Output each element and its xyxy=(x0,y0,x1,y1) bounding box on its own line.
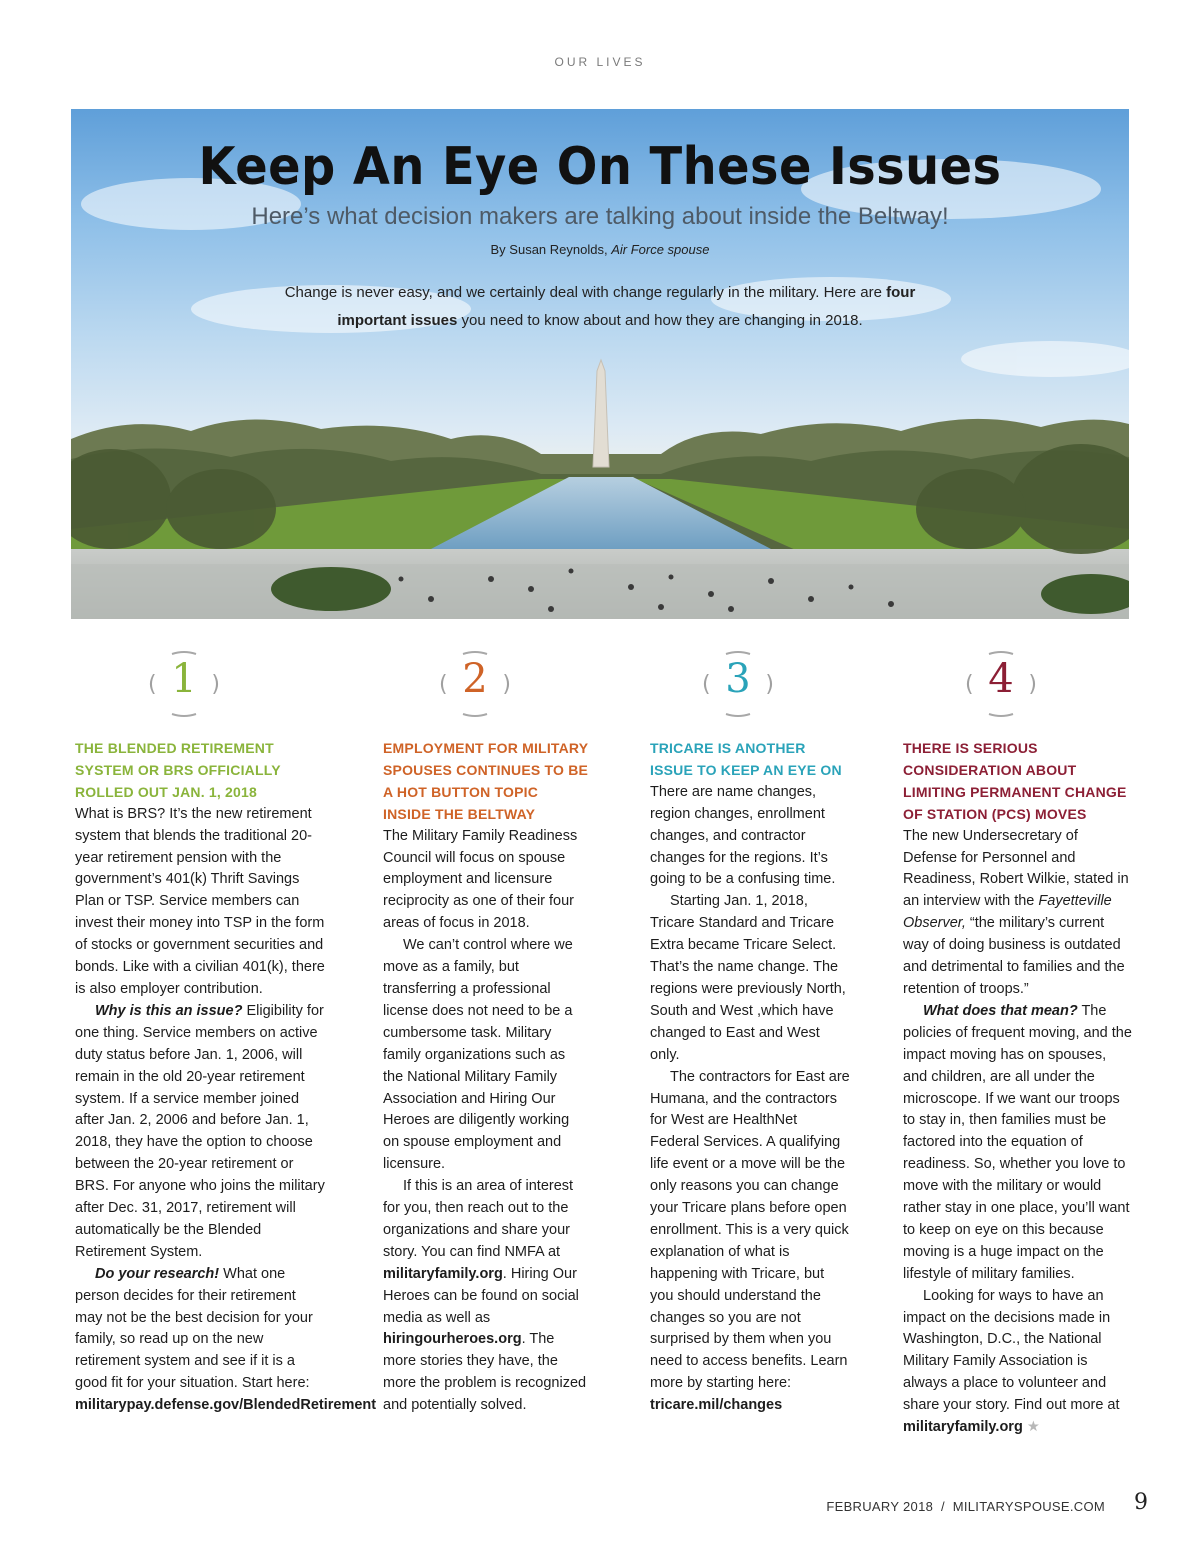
paren-left-icon: ( xyxy=(702,672,711,697)
issue-number-3 xyxy=(698,650,778,720)
link-militarypay[interactable]: militarypay.defense.gov/BlendedRetirement xyxy=(75,1397,377,1414)
paragraph-text: If this is an area of interest for you, then reach out to the organizations and share your story. You can find NMFA at xyxy=(383,1178,574,1260)
issue-number-4 xyxy=(961,650,1041,720)
hero-text xyxy=(71,109,1129,335)
footer-separator: / xyxy=(940,1499,945,1514)
issue-paragraph xyxy=(75,1264,377,1417)
intro-paragraph xyxy=(250,279,950,335)
link-militaryfamily[interactable]: militaryfamily.org xyxy=(383,1265,503,1282)
paragraph-text: The contractors for East are Humana, and the contractors for West are HealthNet Federal Services. A qualifying life event or a move will be the only reasons you can change your Tricare plans before open enrollment. This is a very quick explanation of what is happening with Tricare, but you should understand the changes so you are not surprised by them when you need to access benefits. Learn more by starting here: xyxy=(650,1068,850,1392)
end-star-icon: ★ xyxy=(1026,1419,1040,1436)
page-footer xyxy=(826,1499,1105,1514)
article-subtitle: Here’s what decision makers are talking about inside the Beltway! xyxy=(251,203,949,230)
issue-paragraph xyxy=(903,1001,1133,1286)
paragraph-text: Eligibility for one thing. Service members on active duty status before Jan. 1, 2006, will remain in the old 20-year retirement system. If a service member joined after Jan. 2, 2006 and before Jan. 1, 2018, they have the option to choose between the 20-year retirement or BRS. For anyone who joins the military after Dec. 31, 2017, retirement will automatically be the Blended Retirement System. xyxy=(75,1002,325,1260)
paren-left-icon: ( xyxy=(965,672,974,697)
issue-paragraph: There are name changes, region changes, enrollment changes, and contractor changes for the regions. It’s going to be a confusing time. xyxy=(650,783,836,888)
issue-paragraph xyxy=(383,1176,589,1417)
issue-number-1 xyxy=(144,650,224,720)
issue-paragraph: Starting Jan. 1, 2018, Tricare Standard and Tricare Extra became Tricare Select. That’s the name change. The regions were previously North, South and West ,which have changed to East and West only. xyxy=(650,893,846,1063)
issue-column-2 xyxy=(383,738,589,1417)
paren-right-icon: ) xyxy=(211,672,220,697)
issue-heading: EMPLOYMENT FOR MILITARY SPOUSES CONTINUES TO BE A HOT BUTTON TOPIC INSIDE THE BELTWAY xyxy=(383,740,589,822)
paragraph-text: . Hiring Our Heroes can be found on social media as well as xyxy=(383,1265,579,1326)
issue-heading: THERE IS SERIOUS CONSIDERATION ABOUT LIMITING PERMANENT CHANGE OF STATION (PCS) MOVES xyxy=(903,740,1127,822)
byline-author: By Susan Reynolds, xyxy=(490,242,612,257)
paragraph-text: The new Undersecretary of Defense for Personnel and Readiness, Robert Wilkie, stated in an interview with the xyxy=(903,827,1129,910)
link-hiringourheroes[interactable]: hiringourheroes.org xyxy=(383,1331,522,1348)
issue-paragraph xyxy=(650,1067,850,1418)
paragraph-text: . The more stories they have, the more the problem is recognized and potentially solved. xyxy=(383,1331,587,1414)
paragraph-text: “the military’s current way of doing business is outdated and detrimental to families and the retention of troops.” xyxy=(903,915,1125,997)
issue-number-digit: 4 xyxy=(988,656,1014,702)
page-number: 9 xyxy=(1134,1490,1148,1515)
byline xyxy=(71,242,1129,257)
issue-paragraph: What is BRS? It’s the new retirement system that blends the traditional 20-year retirement pension with the government’s 401(k) Thrift Savings Plan or TSP. Service members can invest their money into TSP in the form of stocks or government securities and bonds. Like with a civilian 401(k), there is also employer contribution. xyxy=(75,805,325,997)
intro-bold: four important issues xyxy=(337,284,916,329)
hero-banner xyxy=(71,109,1129,619)
issue-number-digit: 3 xyxy=(725,656,751,702)
issue-number-digit: 1 xyxy=(171,656,197,702)
issue-paragraph xyxy=(903,826,1133,1001)
issue-number-2 xyxy=(435,650,515,720)
paragraph-text: Looking for ways to have an impact on the decisions made in Washington, D.C., the National Military Family Association is always a place to volunteer and share your story. Find out more at xyxy=(903,1287,1120,1414)
intro-text-a: Change is never easy, and we certainly deal with change regularly in the military. Here are xyxy=(284,284,887,301)
section-label: OUR LIVES xyxy=(554,55,646,69)
paren-right-icon: ) xyxy=(765,672,774,697)
issue-date: FEBRUARY 2018 xyxy=(826,1499,934,1514)
lead-in: Do your research! xyxy=(95,1265,220,1282)
paragraph-text: The policies of frequent moving, and the impact moving has on spouses, and children, are all under the microscope. If we want our troops to stay in, then families must be factored into the equation of readiness. So, whether you love to move with the military or would rather stay in one place, you’ll want to keep on eye on this because moving is a huge impact on the lifestyle of military families. xyxy=(903,1002,1132,1282)
paren-right-icon: ) xyxy=(502,672,511,697)
paragraph-text: What one person decides for their retirement may not be the best decision for your family, so read up on the new retirement system and see if it is a good fit for your situation. Start here: xyxy=(75,1265,313,1392)
byline-role: Air Force spouse xyxy=(611,242,710,257)
issue-number-digit: 2 xyxy=(462,656,488,702)
issue-heading: THE BLENDED RETIREMENT SYSTEM OR BRS OFFICIALLY ROLLED OUT JAN. 1, 2018 xyxy=(75,740,281,800)
paren-right-icon: ) xyxy=(1028,672,1037,697)
lead-in: What does that mean? xyxy=(923,1002,1078,1019)
issue-paragraph: The Military Family Readiness Council will focus on spouse employment and licensure reciprocity as one of their four areas of focus in 2018. xyxy=(383,827,578,932)
issue-paragraph: We can’t control where we move as a family, but transferring a professional license does not need to be a cumbersome task. Military family organizations such as the National Military Family Association and Hiring Our Heroes are diligently working on spouse employment and licensure. xyxy=(383,937,573,1173)
link-militaryfamily[interactable]: militaryfamily.org xyxy=(903,1419,1023,1436)
article-title: Keep An Eye On These Issues xyxy=(198,137,1002,197)
issue-column-4 xyxy=(903,738,1133,1439)
paren-left-icon: ( xyxy=(148,672,157,697)
site-url[interactable]: MILITARYSPOUSE.COM xyxy=(952,1499,1105,1514)
issue-paragraph xyxy=(75,1001,325,1264)
paren-left-icon: ( xyxy=(439,672,448,697)
intro-text-b: you need to know about and how they are changing in 2018. xyxy=(457,312,863,329)
lead-in: Why is this an issue? xyxy=(95,1002,243,1019)
publication-name: Fayetteville Observer, xyxy=(903,893,1112,932)
issue-column-3 xyxy=(650,738,850,1417)
link-tricare[interactable]: tricare.mil/changes xyxy=(650,1397,783,1414)
issue-column-1 xyxy=(75,738,377,1417)
issue-paragraph xyxy=(903,1286,1133,1439)
issue-heading: TRICARE IS ANOTHER ISSUE TO KEEP AN EYE ON xyxy=(650,740,842,778)
